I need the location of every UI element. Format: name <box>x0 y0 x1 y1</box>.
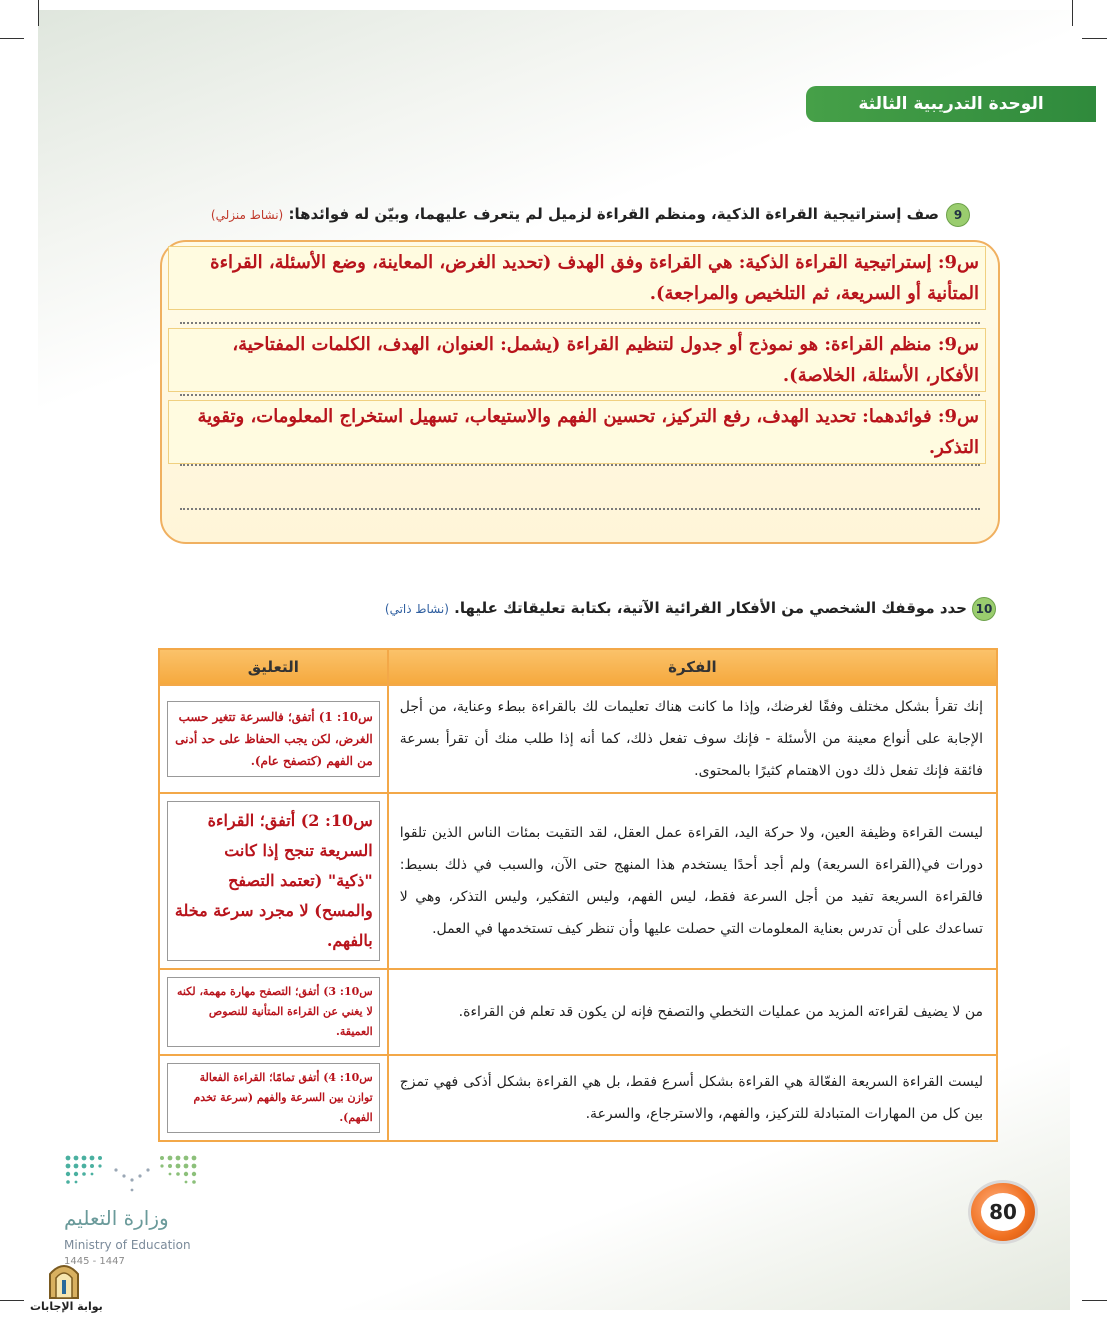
answer-benefits: س9: فوائدهما: تحديد الهدف، رفع التركيز، تحسين الفهم والاستيعاب، تسهيل استخراج المعلومات، وتقوية التذكر. <box>168 400 986 464</box>
idea-text: ليست القراءة وظيفة العين، ولا حركة اليد، القراءة عمل العقل، لقد التقيت بمئات الناس الذين تلقوا دورات في(القراءة السريعة) ولم أجد أحدًا يستخدم هذا المنهج حتى الآن، والسبب في ذلك بسيط: فالقراءة السريعة تفيد من أجل السرعة فقط، ليس الفهم، وليس التفكير، وليس التذكر، وهي لا تساعدك على أن تدرس بعناية المعلومات التي حصلت عليها وأن تنظر كيف تستخدمها في العمل. <box>399 825 983 937</box>
table-row <box>159 1055 997 1141</box>
question-10-prompt: حدد موقفك الشخصي من الأفكار القرائية الآتية، بكتابة تعليقاتك عليها. <box>454 599 967 617</box>
answer-smart-reading: س9: إستراتيجية القراءة الذكية: هي القراءة وفق الهدف (تحديد الغرض، المعاينة، وضع الأسئلة، القراءة المتأنية أو السريعة، ثم التلخيص والمراجعة). <box>168 246 986 310</box>
dotted-line <box>180 508 980 510</box>
idea-cell <box>388 1055 997 1141</box>
comment-cell[interactable] <box>159 969 388 1055</box>
ministry-name-arabic: وزارة التعليم <box>64 1206 169 1230</box>
table-row <box>159 685 997 793</box>
unit-title-banner: الوحدة التدريبية الثالثة <box>806 86 1096 122</box>
question-9-prompt: صف إستراتيجية القراءة الذكية، ومنظم القراءة لزميل لم يتعرف عليهما، وبيّن له فوائدها: <box>288 205 939 223</box>
table-header-row <box>159 649 997 685</box>
comment-cell[interactable] <box>159 793 388 969</box>
question-number-badge: 10 <box>972 597 996 621</box>
comment-cell[interactable] <box>159 685 388 793</box>
answer-area[interactable] <box>160 240 1000 544</box>
ministry-logo-dots <box>62 1150 202 1200</box>
comment-text: س10: 1) أتفق؛ فالسرعة تتغير حسب الغرض، لكن يجب الحفاظ على حد أدنى من الفهم (كتصفح عام). <box>167 701 380 777</box>
dotted-line <box>180 464 980 466</box>
table-row <box>159 793 997 969</box>
comment-text: س10: 2) أتفق؛ القراءة السريعة تنجح إذا كانت "ذكية" (تعتمد التصفح والمسح) لا مجرد سرعة مخلة بالفهم. <box>167 801 380 961</box>
column-header-comment: التعليق <box>159 649 388 685</box>
page-number: 80 <box>981 1193 1025 1231</box>
idea-cell <box>388 685 997 793</box>
comment-cell[interactable] <box>159 1055 388 1141</box>
question-10-text <box>385 599 967 617</box>
idea-text: من لا يضيف لقراءته المزيد من عمليات التخطي والتصفح فإنه لن يكون قد تعلم فن القراءة. <box>458 1004 983 1020</box>
idea-text: إنك تقرأ بشكل مختلف وفقًا لغرضك، وإذا ما كانت هناك تعليمات لك بالقراءة ببطء وعناية، من أجل الإجابة على أنواع معينة من الأسئلة - فإنك سوف تفعل ذلك، كما أنه إذا طلب منك أن تقرأ بسرعة فائقة فإنك تفعل ذلك دون الاهتمام كثيرًا بالمحتوى. <box>399 699 983 779</box>
idea-cell <box>388 969 997 1055</box>
ministry-name-english: Ministry of Education <box>64 1238 191 1252</box>
question-number-badge: 9 <box>946 203 970 227</box>
ministry-year: 1445 - 1447 <box>64 1256 125 1267</box>
comment-text: س10: 4) أتفق تمامًا؛ القراءة الفعالة توازن بين السرعة والفهم (سرعة تخدم الفهم). <box>167 1063 380 1133</box>
table-row <box>159 969 997 1055</box>
page-number-badge <box>968 1180 1038 1244</box>
idea-cell <box>388 793 997 969</box>
comment-text: س10: 3) أتفق؛ التصفح مهارة مهمة، لكنه لا يغني عن القراءة المتأنية للنصوص العميقة. <box>167 977 380 1047</box>
dotted-line <box>180 394 980 396</box>
crop-mark <box>0 38 24 39</box>
question-9-text <box>211 205 939 223</box>
crop-mark <box>1072 0 1073 26</box>
dotted-line <box>180 322 980 324</box>
idea-text: ليست القراءة السريعة الفعّالة هي القراءة بشكل أسرع فقط، بل هي القراءة بشكل أذكى فهي تمزج بين كل من المهارات المتبادلة للتركيز، والفهم، والاسترجاع، والسرعة. <box>399 1074 983 1122</box>
portal-name: بوابة الإجابات <box>30 1300 103 1313</box>
column-header-idea: الفكرة <box>388 649 997 685</box>
ideas-table <box>158 648 998 1142</box>
crop-mark <box>0 1300 24 1301</box>
activity-tag-home: (نشاط منزلي) <box>210 208 284 222</box>
crop-mark <box>1082 1300 1107 1301</box>
answer-reading-organizer: س9: منظم القراءة: هو نموذج أو جدول لتنظيم القراءة (يشمل: العنوان، الهدف، الكلمات المفتاحية، الأفكار، الأسئلة، الخلاصة). <box>168 328 986 392</box>
activity-tag-self: (نشاط ذاتي) <box>384 602 449 616</box>
crop-mark <box>1082 38 1107 39</box>
crop-mark <box>38 0 39 26</box>
portal-logo-icon <box>44 1258 84 1300</box>
